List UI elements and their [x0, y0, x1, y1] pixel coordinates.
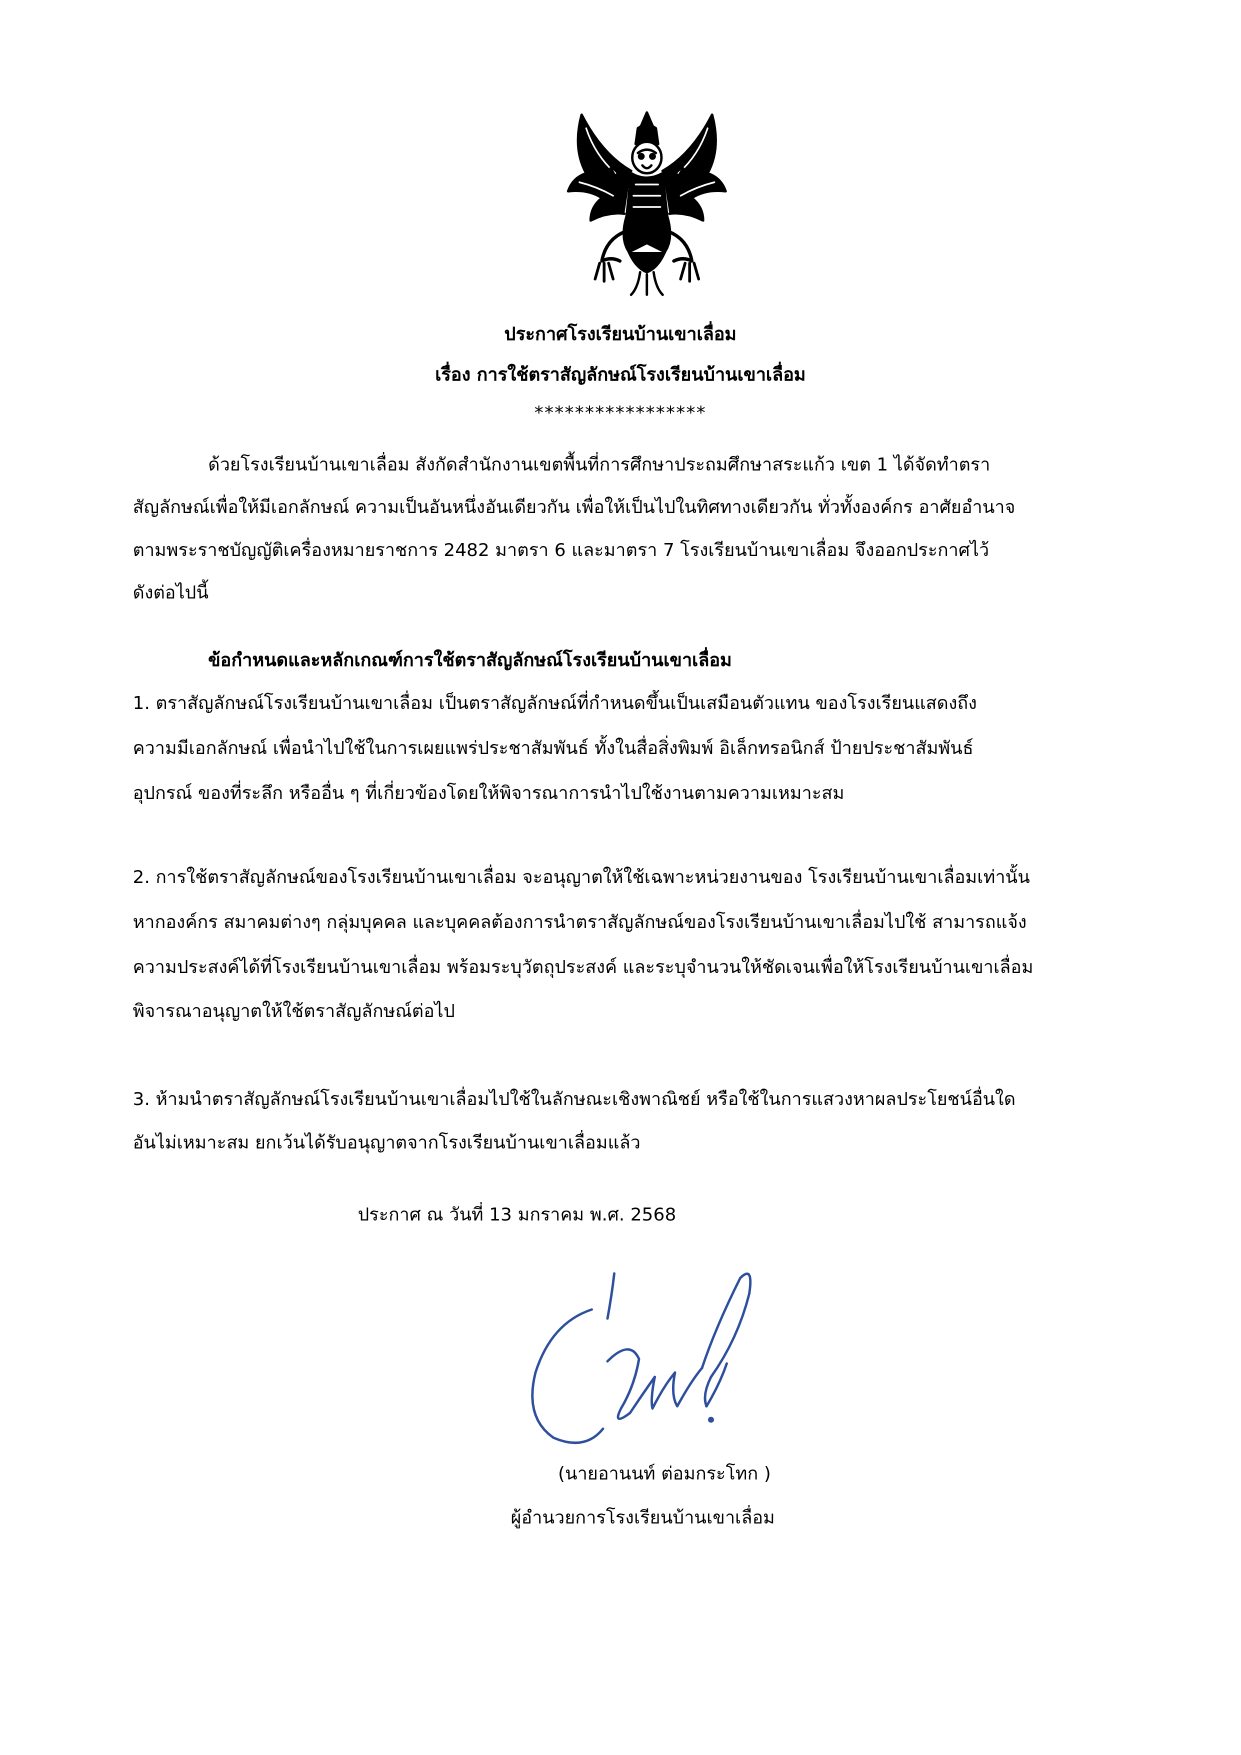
rule-2-line: 2. การใช้ตราสัญลักษณ์ของโรงเรียนบ้านเขาเลื่อม จะอนุญาตให้ใช้เฉพาะหน่วยงานของ โรงเรียนบ้านเขาเลื่อมเท่านั้น	[132, 866, 1030, 888]
announcement-date: ประกาศ ณ วันที่ 13 มกราคม พ.ศ. 2568	[357, 1203, 677, 1226]
rule-3-line: อันไม่เหมาะสม ยกเว้นได้รับอนุญาตจากโรงเรียนบ้านเขาเลื่อมแล้ว	[132, 1131, 641, 1154]
rule-1-line: ความมีเอกลักษณ์ เพื่อนำไปใช้ในการเผยแพร่ประชาสัมพันธ์ ทั้งในสื่อสิ่งพิมพ์ อิเล็กทรอนิกส์ ป้ายประชาสัมพันธ์	[132, 736, 974, 759]
rule-1-line: 1. ตราสัญลักษณ์โรงเรียนบ้านเขาเลื่อม เป็นตราสัญลักษณ์ที่กำหนดขึ้นเป็นเสมือนตัวแทน ของโรงเรียนแสดงถึง	[132, 691, 977, 714]
signer-position: ผู้อำนวยการโรงเรียนบ้านเขาเลื่อม	[510, 1506, 775, 1528]
signer-name: (นายอานนท์ ต่อมกระโทก )	[558, 1462, 771, 1484]
intro-line: ตามพระราชบัญญัติเครื่องหมายราชการ 2482 มาตรา 6 และมาตรา 7 โรงเรียนบ้านเขาเลื่อม จึงออกประกาศไว้	[132, 538, 990, 561]
announcement-subject: เรื่อง การใช้ตราสัญลักษณ์โรงเรียนบ้านเขาเลื่อม	[435, 363, 806, 385]
rule-2-line: ความประสงค์ได้ที่โรงเรียนบ้านเขาเลื่อม พร้อมระบุวัตถุประสงค์ และระบุจำนวนให้ชัดเจนเพื่อให้โรงเรียนบ้านเขาเลื่อม	[132, 956, 1034, 978]
rules-heading: ข้อกำหนดและหลักเกณฑ์การใช้ตราสัญลักษณ์โรงเรียนบ้านเขาเลื่อม	[208, 649, 732, 671]
rule-2-line: หากองค์กร สมาคมต่างๆ กลุ่มบุคคล และบุคคลต้องการนำตราสัญลักษณ์ของโรงเรียนบ้านเขาเลื่อมไปใช้ สามารถแจ้ง	[132, 911, 1027, 933]
title-divider: *****************	[534, 401, 707, 423]
intro-line: ดังต่อไปนี้	[132, 581, 209, 603]
garuda-emblem-icon	[557, 104, 737, 301]
rule-1-line: อุปกรณ์ ของที่ระลึก หรืออื่น ๆ ที่เกี่ยวข้องโดยให้พิจารณาการนำไปใช้งานตามความเหมาะสม	[132, 781, 845, 804]
rule-2-line: พิจารณาอนุญาตให้ใช้ตราสัญลักษณ์ต่อไป	[132, 1000, 455, 1022]
intro-line: สัญลักษณ์เพื่อให้มีเอกลักษณ์ ความเป็นอันหนึ่งอันเดียวกัน เพื่อให้เป็นไปในทิศทางเดียวกัน ทั่วทั้งองค์กร อาศัยอำนาจ	[132, 496, 1016, 518]
signature-mark	[518, 1260, 777, 1474]
announcement-title: ประกาศโรงเรียนบ้านเขาเลื่อม	[504, 322, 737, 345]
rule-3-line: 3. ห้ามนำตราสัญลักษณ์โรงเรียนบ้านเขาเลื่อมไปใช้ในลักษณะเชิงพาณิชย์ หรือใช้ในการแสวงหาผลประโยชน์อื่นใด	[132, 1087, 1016, 1110]
intro-line: ด้วยโรงเรียนบ้านเขาเลื่อม สังกัดสำนักงานเขตพื้นที่การศึกษาประถมศึกษาสระแก้ว เขต 1 ได้จัดทำตรา	[208, 453, 991, 475]
